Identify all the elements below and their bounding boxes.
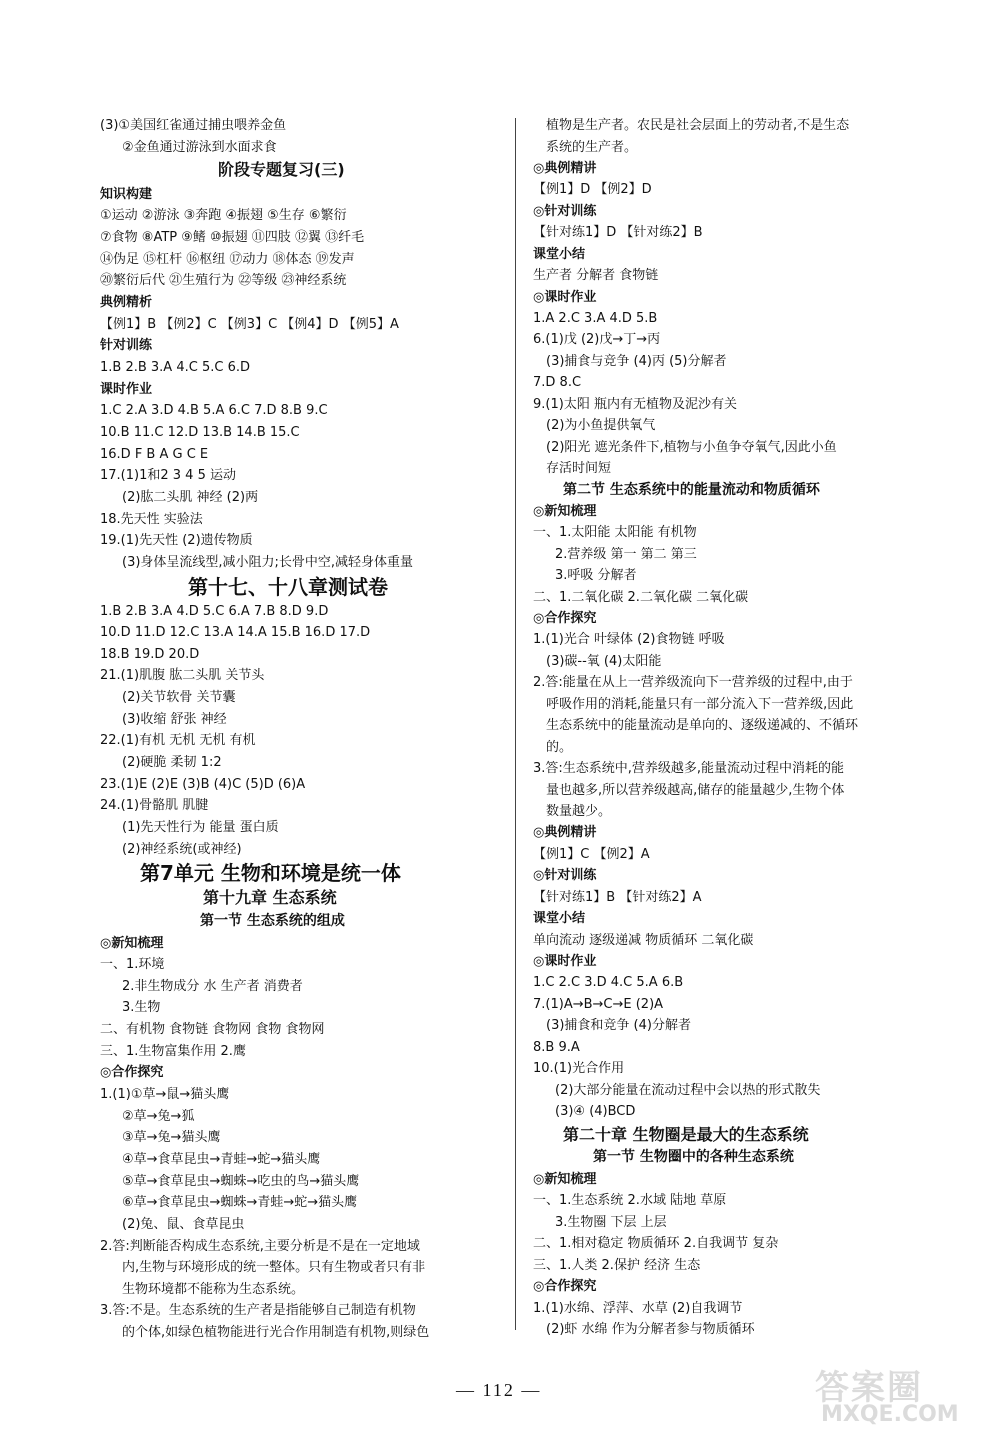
text-line: (2)硬脆 柔韧 1:2 <box>122 755 222 770</box>
watermark-logo <box>815 1360 985 1430</box>
text-line: 一、1.太阳能 太阳能 有机物 <box>533 525 697 540</box>
text-line: 1.A 2.C 3.A 4.D 5.B <box>533 311 658 326</box>
text-line: 系统的生产者。 <box>546 140 638 155</box>
watermark-url: MXQE.COM <box>821 1402 959 1427</box>
text-line: 23.(1)E (2)E (3)B (4)C (5)D (6)A <box>100 777 306 792</box>
text-line: 2.非生物成分 水 生产者 消费者 <box>122 979 303 994</box>
subsection-label: ◎新知梳理 <box>100 936 164 951</box>
subsection-label: ◎课时作业 <box>533 954 597 969</box>
section-heading: 阶段专题复习(三) <box>218 160 345 179</box>
text-line: 1.C 2.A 3.D 4.B 5.A 6.C 7.D 8.B 9.C <box>100 403 328 418</box>
text-line: (2)大部分能量在流动过程中会以热的形式散失 <box>555 1083 821 1098</box>
text-line: 二、1.相对稳定 物质循环 2.自我调节 复杂 <box>533 1236 779 1251</box>
unit-heading: 第7单元 生物和环境是统一体 <box>140 861 401 885</box>
text-line: 10.(1)光合作用 <box>533 1061 625 1076</box>
text-line: 3.呼吸 分解者 <box>555 568 637 583</box>
text-line: 6.(1)戊 (2)戊→丁→丙 <box>533 332 661 347</box>
text-line: 21.(1)肌腹 肱二头肌 关节头 <box>100 668 265 683</box>
subsection-label: 课时作业 <box>100 382 153 397</box>
text-line: 3.生物 <box>122 1000 161 1015</box>
text-line: 二、有机物 食物链 食物网 食物 食物网 <box>100 1022 325 1037</box>
text-line: (2)神经系统(或神经) <box>122 842 242 857</box>
text-line: 单向流动 逐级递减 物质循环 二氧化碳 <box>533 933 754 948</box>
text-line: 2.答:判断能否构成生态系统,主要分析是不是在一定地域 <box>100 1239 420 1254</box>
subsection-label: ◎典例精讲 <box>533 161 597 176</box>
subsection-label: ◎新知梳理 <box>533 1172 597 1187</box>
text-line: 存活时间短 <box>546 461 612 476</box>
text-line: 18.B 19.D 20.D <box>100 647 200 662</box>
text-line: 生物环境都不能称为生态系统。 <box>122 1282 305 1297</box>
text-line: 内,生物与环境形成的统一整体。只有生物或者只有非 <box>122 1260 426 1275</box>
text-line: 9.(1)太阳 瓶内有无植物及泥沙有关 <box>533 397 737 412</box>
text-line: 7.(1)A→B→C→E (2)A <box>533 997 664 1012</box>
section-heading: 第一节 生态系统的组成 <box>200 913 345 929</box>
subsection-label: ◎新知梳理 <box>533 504 597 519</box>
text-line: ②金鱼通过游泳到水面求食 <box>122 140 277 155</box>
subsection-label: 针对训练 <box>100 338 153 353</box>
text-line: 生态系统中的能量流动是单向的、逐级递减的、不循环 <box>546 718 859 733</box>
text-line: 呼吸作用的消耗,能量只有一部分流入下一营养级,因此 <box>546 697 854 712</box>
text-line: ①运动 ②游泳 ③奔跑 ④振翅 ⑤生存 ⑥繁衍 <box>100 208 347 223</box>
text-line: ⑳繁衍后代 ㉑生殖行为 ㉒等级 ㉓神经系统 <box>100 273 347 288</box>
text-line: 2.答:能量在从上一营养级流向下一营养级的过程中,由于 <box>533 675 853 690</box>
watermark-title: 答案圈 <box>815 1368 923 1408</box>
text-line: ②草→兔→狐 <box>122 1109 195 1124</box>
chapter-heading: 第二十章 生物圈是最大的生态系统 <box>563 1125 809 1144</box>
subsection-label: ◎课时作业 <box>533 290 597 305</box>
text-line: (2)兔、鼠、食草昆虫 <box>122 1217 245 1232</box>
text-line: 17.(1)1和2 3 4 5 运动 <box>100 468 236 483</box>
page-number: — 112 — <box>456 1380 542 1400</box>
subsection-label: ◎针对训练 <box>533 868 597 883</box>
text-line: 10.D 11.D 12.C 13.A 14.A 15.B 16.D 17.D <box>100 625 371 640</box>
text-line: ③草→兔→猫头鹰 <box>122 1130 221 1145</box>
text-line: 生产者 分解者 食物链 <box>533 268 659 283</box>
text-line: 3.答:生态系统中,营养级越多,能量流动过程中消耗的能 <box>533 761 845 776</box>
text-line: 的。 <box>546 740 573 755</box>
text-line: ⑤草→食草昆虫→蜘蛛→吃虫的鸟→猫头鹰 <box>122 1174 360 1189</box>
text-line: 三、1.人类 2.保护 经济 生态 <box>533 1258 701 1273</box>
text-line: 7.D 8.C <box>533 375 582 390</box>
text-line: 三、1.生物富集作用 2.鹰 <box>100 1044 246 1059</box>
text-line: (1)先天性行为 能量 蛋白质 <box>122 820 279 835</box>
text-line: (3)身体呈流线型,减小阻力;长骨中空,减轻身体重量 <box>122 555 414 570</box>
text-line: 1.B 2.B 3.A 4.D 5.C 6.A 7.B 8.D 9.D <box>100 604 329 619</box>
subsection-label: ◎合作探究 <box>533 611 597 626</box>
section-heading: 第十七、十八章测试卷 <box>188 575 388 599</box>
text-line: (3)捕食和竞争 (4)分解者 <box>546 1018 691 1033</box>
text-line: 3.答:不是。生态系统的生产者是指能够自己制造有机物 <box>100 1303 416 1318</box>
text-line: 10.B 11.C 12.D 13.B 14.B 15.C <box>100 425 300 440</box>
text-line: 量也越多,所以营养级越高,储存的能量越少,生物个体 <box>546 783 845 798</box>
text-line: (2)关节软骨 关节囊 <box>122 690 236 705</box>
text-line: 植物是生产者。农民是社会层面上的劳动者,不是生态 <box>546 118 850 133</box>
text-line: ⑥草→食草昆虫→蜘蛛→青蛙→蛇→猫头鹰 <box>122 1195 358 1210</box>
text-line: (2)为小鱼提供氧气 <box>546 418 656 433</box>
subsection-label: 典例精析 <box>100 295 153 310</box>
text-line: 【例1】C 【例2】A <box>533 847 650 862</box>
text-line: 一、1.生态系统 2.水域 陆地 草原 <box>533 1193 727 1208</box>
subsection-label: ◎合作探究 <box>100 1065 164 1080</box>
text-line: ④草→食草昆虫→青蛙→蛇→猫头鹰 <box>122 1152 321 1167</box>
subsection-label: 知识构建 <box>100 187 153 202</box>
text-line: 19.(1)先天性 (2)遗传物质 <box>100 533 253 548</box>
text-line: 【针对练1】D 【针对练2】B <box>533 225 703 240</box>
text-line: (2)阳光 遮光条件下,植物与小鱼争夺氧气,因此小鱼 <box>546 440 837 455</box>
subsection-label: ◎针对训练 <box>533 204 597 219</box>
text-line: (3)捕食与竞争 (4)丙 (5)分解者 <box>546 354 727 369</box>
text-line: 2.营养级 第一 第二 第三 <box>555 547 697 562</box>
text-line: 16.D F B A G C E <box>100 447 209 462</box>
text-line: 【针对练1】B 【针对练2】A <box>533 890 702 905</box>
text-line: 【例1】B 【例2】C 【例3】C 【例4】D 【例5】A <box>100 317 399 332</box>
chapter-heading: 第十九章 生态系统 <box>203 888 337 907</box>
column-divider <box>515 118 516 1330</box>
subsection-label: 课堂小结 <box>533 247 586 262</box>
text-line: 二、1.二氧化碳 2.二氧化碳 二氧化碳 <box>533 590 749 605</box>
subsection-label: ◎典例精讲 <box>533 825 597 840</box>
text-line: (3)收缩 舒张 神经 <box>122 712 227 727</box>
section-heading: 第一节 生物圈中的各种生态系统 <box>593 1149 794 1165</box>
text-line: 1.C 2.C 3.D 4.C 5.A 6.B <box>533 975 684 990</box>
text-line: (3)碳--氧 (4)太阳能 <box>546 654 662 669</box>
text-line: 的个体,如绿色植物能进行光合作用制造有机物,则绿色 <box>122 1325 430 1340</box>
text-line: (3)①美国红雀通过捕虫喂养金鱼 <box>100 118 287 133</box>
text-line: 1.(1)水绵、浮萍、水草 (2)自我调节 <box>533 1301 743 1316</box>
text-line: 一、1.环境 <box>100 957 165 972</box>
text-line: 8.B 9.A <box>533 1040 580 1055</box>
subsection-label: 课堂小结 <box>533 911 586 926</box>
text-line: (2)虾 水绵 作为分解者参与物质循环 <box>546 1322 755 1337</box>
text-line: ⑭伪足 ⑮杠杆 ⑯枢纽 ⑰动力 ⑱体态 ⑲发声 <box>100 252 355 267</box>
subsection-label: ◎合作探究 <box>533 1279 597 1294</box>
text-line: 1.B 2.B 3.A 4.C 5.C 6.D <box>100 360 250 375</box>
text-line: 18.先天性 实验法 <box>100 512 203 527</box>
text-line: 22.(1)有机 无机 无机 有机 <box>100 733 256 748</box>
text-line: (3)④ (4)BCD <box>555 1104 636 1119</box>
text-line: 1.(1)①草→鼠→猫头鹰 <box>100 1087 230 1102</box>
text-line: (2)肱二头肌 神经 (2)两 <box>122 490 259 505</box>
text-line: 24.(1)骨骼肌 肌腱 <box>100 798 209 813</box>
text-line: 3.生物圈 下层 上层 <box>555 1215 667 1230</box>
text-line: 数量越少。 <box>546 804 612 819</box>
text-line: ⑦食物 ⑧ATP ⑨鳍 ⑩振翅 ⑪四肢 ⑫翼 ⑬纤毛 <box>100 230 365 245</box>
section-heading: 第二节 生态系统中的能量流动和物质循环 <box>563 482 820 498</box>
text-line: 【例1】D 【例2】D <box>533 182 652 197</box>
text-line: 1.(1)光合 叶绿体 (2)食物链 呼吸 <box>533 632 725 647</box>
